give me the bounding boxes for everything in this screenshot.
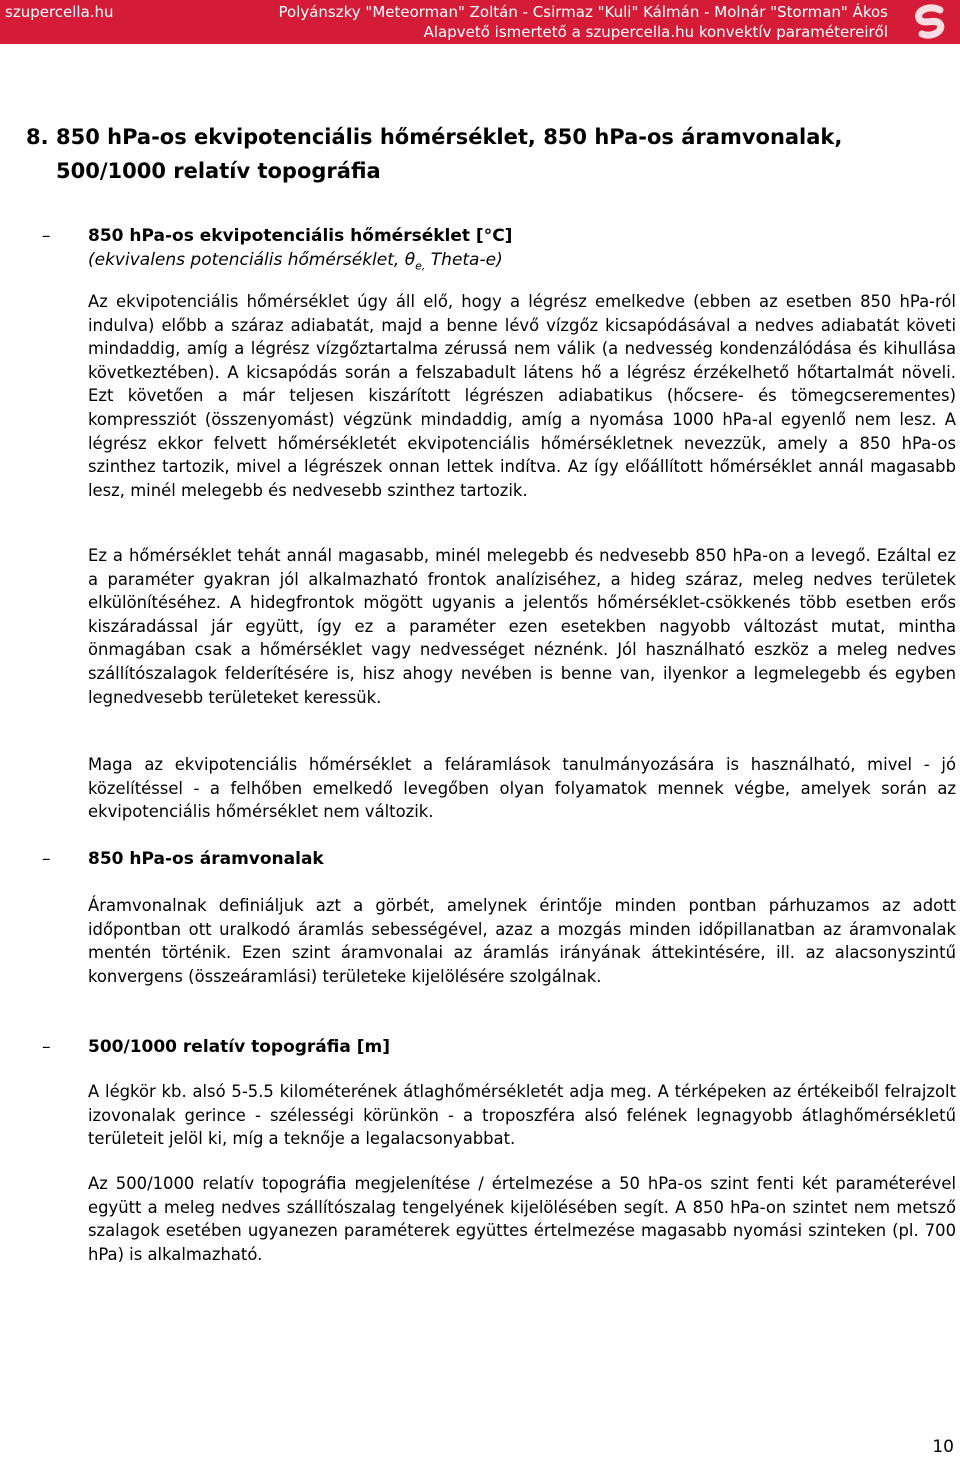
swirl-logo-icon — [910, 4, 952, 40]
section-heading — [26, 120, 946, 188]
paragraph: Az ekvipotenciális hőmérséklet úgy áll elő, hogy a légrész emelkedve (ebben az esetben 850 hPa-ról indulva) előbb a száraz adiabatát, majd a benne lévő vízgőz kicsapódásával a nedves adiabatát követi mindaddig, amíg a légrész vízgőztartalma zérussá nem válik (a nedvesség kondenzálódása és kihullása következtében). A kicsapódás során a felszabadult látens hő a légrész érzékelhető hőtartalmát növeli. Ezt követően a már teljesen kiszárított légrészen adiabatikus (hőcsere- és tömegcserementes) kompressziót (összenyomást) végzünk mindaddig, amíg a nyomása 1000 hPa-al egyenlő nem lesz. A légrész ekkor felvett hőmérsékletét ekvipotenciális hőmérsékletnek nevezzük, amely a 850 hPa-os szinthez tartozik, mivel a légrészek onnan lettek indítva. Az így előállított hőmérséklet annál magasabb lesz, minél melegebb és nedvesebb szinthez tartozik. — [88, 292, 956, 500]
paragraph: A légkör kb. alsó 5-5.5 kilométerének átlaghőmérsékletét adja meg. A térképeken az értékeiből felrajzolt izovonalak gerince - szélességi körünkön - a troposzféra alsó felének legnagyobb átlaghőmérsékletű területeit jelöl ki, míg a teknője a legalacsonyabbat. — [88, 1082, 956, 1149]
header-subtitle: Alapvető ismertető a szupercella.hu konvektív paramétereiről — [423, 23, 888, 41]
section-title: 850 hPa-os ekvipotenciális hőmérséklet [°C] — [88, 226, 513, 246]
dash-bullet: – — [42, 849, 51, 869]
page-number: 10 — [932, 1437, 954, 1457]
section-title: 850 hPa-os áramvonalak — [88, 849, 324, 869]
paragraph: Maga az ekvipotenciális hőmérséklet a feláramlások tanulmányozására is használható, mivel - jó közelítéssel - a felhőben emelkedő levegőben olyan folyamatok mennek végbe, amelyek során az ekvipotenciális hőmérséklet nem változik. — [88, 755, 956, 822]
header-authors: Polyánszky "Meteorman" Zoltán - Csirmaz "Kuli" Kálmán - Molnár "Storman" Ákos — [278, 3, 888, 21]
section-relative-topography — [42, 1035, 956, 1059]
paragraph: Ez a hőmérséklet tehát annál magasabb, minél melegebb és nedvesebb 850 hPa-on a levegő. Ezáltal ez a paraméter gyakran jól alkalmazható frontok analíziséhez, a hideg száraz, meleg nedves területek elkülönítéséhez. A hidegfrontok mögött ugyanis a jelentős hőmérséklet-csökkenés több esetben erős kiszáradással jár együtt, így ez a paraméter ezen esetekben nagyobb változást mutat, mintha önmagában csak a hőmérséklet vagy nedvességet néznénk. Jól használható eszköz a meleg nedves szállítószalagok felderítésére is, hisz ahogy nevében is benne van, ilyenkor a legmelegebb és egyben legnedvesebb területeket keressük. — [88, 546, 956, 707]
page-header-band — [0, 0, 960, 44]
section-theta-e — [42, 224, 956, 278]
header-info — [279, 2, 889, 42]
heading-text: 850 hPa-os ekvipotenciális hőmérséklet, 850 hPa-os áramvonalak, 500/1000 relatív topográfia — [56, 125, 843, 183]
heading-number: 8. — [26, 125, 49, 149]
section-title: 500/1000 relatív topográfia [m] — [88, 1037, 391, 1057]
dash-bullet: – — [42, 226, 51, 246]
section-subtitle: (ekvivalens potenciális hőmérséklet, $\theta_{e,}$ Theta-e) — [88, 250, 503, 273]
dash-bullet: – — [42, 1037, 51, 1057]
site-name[interactable]: szupercella.hu — [5, 3, 114, 21]
paragraph: Az 500/1000 relatív topográfia megjelenítése / értelmezése a 50 hPa-os szint fenti két paraméterével együtt a meleg nedves szállítószalag tengelyének kijelölésében segít. A 850 hPa-on szintet nem metsző szalagok esetében ugyanezen paraméterek együttes értelmezése magasabb nyomási szinteken (pl. 700 hPa) is alkalmazható. — [88, 1174, 956, 1264]
paragraph: Áramvonalnak definiáljuk azt a görbét, amelynek érintője minden pontban párhuzamos az adott időpontban ott uralkodó áramlás sebességével, azaz a mozgás minden időpillanatban az áramvonalak mentén történik. Ezen szint áramvonalai az áramlás irányának áttekintésére, ill. az alacsonyszintű konvergens (összeáramlási) területeke kijelölésére szolgálnak. — [88, 896, 956, 986]
section-streamlines — [42, 847, 956, 871]
